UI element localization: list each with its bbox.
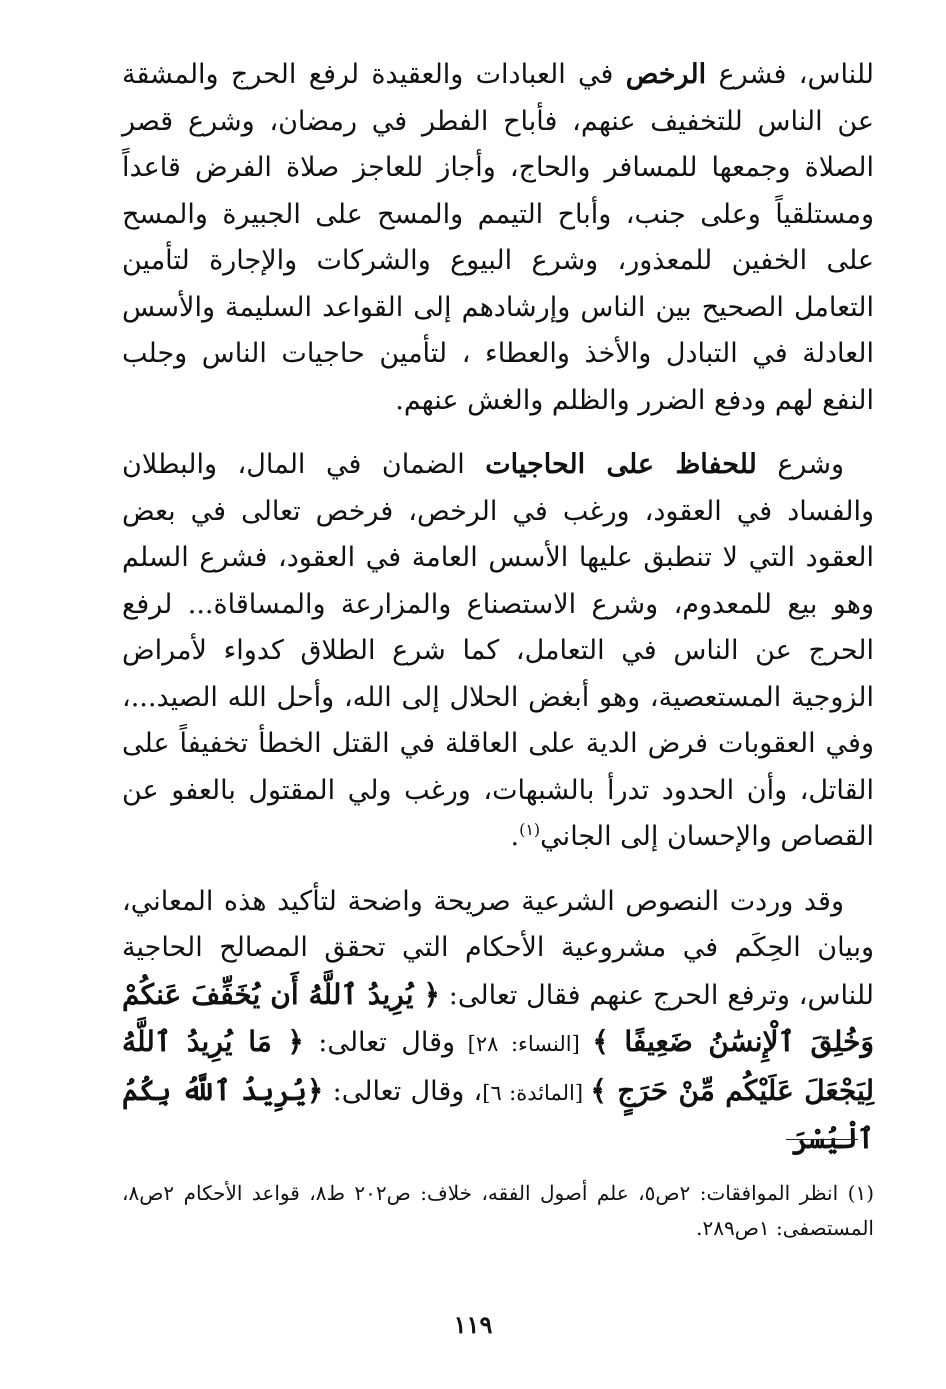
footnote-divider <box>786 1139 858 1140</box>
paragraph-text: وقال تعالى: <box>303 1027 456 1058</box>
paragraph-text: في العبادات والعقيدة لرفع الحرج والمشقة عن الناس للتخفيف عنهم، فأباح الفطر في رمضان، وشرع قصر الصلاة وجمعها للمسافر والحاج، وأجاز للعاجز صلاة الفرض قاعداً ومستلقياً وعلى جنب، وأباح التيمم والمسح على الجبيرة والمسح على الخفين للمعذور، وشرع البيوع والشركات والإجارة لتأمين التعامل الصحيح بين الناس وإرشادهم إلى القواعد السليمة والأسس العادلة في التبادل والأخذ والعطاء ، لتأمين حاجيات الناس وجلب النفع لهم ودفع الضرر والظلم والغش عنهم. <box>122 59 874 416</box>
verse-reference-1: [النساء: ٢٨] <box>455 1032 593 1056</box>
paragraph-text: الضمان في المال، والبطلان والفساد في العقود، ورغب في الرخص، فرخص تعالى في بعض العقود التي لا تنطبق عليها الأسس العامة في العقود، فشرع السلم وهو بيع للمعدوم، وشرع الاستصناع والمزارعة والمساقاة... لرفع الحرج عن الناس في التعامل، كما شرع الطلاق كدواء لأمراض الزوجية المستعصية، وهو أبغض الحلال إلى الله، وأحل الله الصيد...، وفي العقوبات فرض الدية على العاقلة في القتل الخطأ تخفيفاً على القاتل، وأن الحدود تدرأ بالشبهات، ورغب ولي المقتول بالعفو عن القصاص والإحسان إلى الجاني <box>122 449 874 852</box>
verse-reference-2: [المائدة: ٦] <box>482 1080 591 1105</box>
paragraph-end: . <box>510 821 520 852</box>
paragraph-textual-evidence <box>122 879 874 1164</box>
paragraph-relief-in-worship <box>122 52 874 424</box>
main-text <box>122 52 874 1164</box>
paragraph-text: ، وقال تعالى: <box>323 1075 483 1107</box>
page-number: ١١٩ <box>453 1310 493 1339</box>
paragraph-text: وقد وردت النصوص الشرعية صريحة واضحة لتأكيد هذه المعاني، وبيان الحِكَم في مشروعية الأحكام التي تحقق المصالح الحاجية للناس، وترفع الحرج عنهم فقال تعالى: <box>122 885 874 1011</box>
bold-term-concessions: الرخص <box>625 59 707 90</box>
quran-verse-3: ﴿يُرِيدُ ٱللَّهُ بِكُمُ ٱلْيُسْرَ <box>122 1073 874 1155</box>
quran-verse-1: ﴿ يُرِيدُ ٱللَّهُ أَن يُخَفِّفَ عَنكُمْ وَخُلِقَ ٱلْإِنسَٰنُ ضَعِيفًا ﴾ <box>122 977 874 1058</box>
bold-term-preserving-needs: للحفاظ على الحاجيات <box>485 449 757 480</box>
footnote-marker[interactable]: (١) <box>519 820 541 839</box>
paragraph-preserving-needs <box>122 442 874 861</box>
footnote: (١) انظر الموافقات: ٢ص٥، علم أصول الفقه، خلاف: ص٢٠٢ ط٨، قواعد الأحكام ٢ص٨، المستصفى: ١ص٢٨٩. <box>122 1181 874 1240</box>
quran-verse-2: ﴿ مَا يُرِيدُ ٱللَّهُ لِيَجْعَلَ عَلَيْكُم مِّنْ حَرَجٍ ﴾ <box>122 1025 874 1107</box>
paragraph-text: للناس، فشرع <box>706 59 874 90</box>
paragraph-text: وشرع <box>756 449 844 480</box>
